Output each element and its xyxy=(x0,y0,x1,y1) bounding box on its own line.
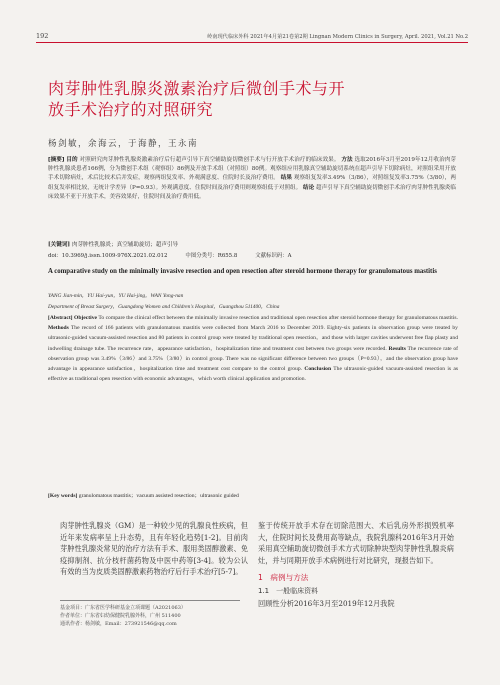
results-cn-label: 结果 xyxy=(280,175,292,182)
corresponding-author-note: 通讯作者：杨剑敏，Email：273921546@qq.com xyxy=(60,621,177,627)
body-column-left xyxy=(60,520,248,578)
methods-cn-label: 方法 xyxy=(341,157,353,163)
running-header xyxy=(36,26,468,43)
footnote xyxy=(60,600,240,628)
keywords-en-text: granulomatous mastitis；vacuum assisted resection；ultrasonic guided xyxy=(78,493,239,499)
journal-info: 岭南现代临床外科 2021年4月第21卷第2期 Lingnan Modern Clinics in Surgery, April. 2021, Vol.21 No.2 xyxy=(207,34,468,40)
subsection-text-1-1: 回顾性分析2016年3月至2019年12月我院 xyxy=(258,598,395,608)
methods-cn-text: 选取2016年3月至2019年12月收治肉芽肿性乳腺炎患者166例，分为微创手术组（观察组）86例及开放手术组（对照组）80例。观察组应用乳腺真空辅助旋切系统在超声引导下切除病灶，对照组采用开放手术切除病灶，术后比较术后并发症，观察两组复发率、外观满意度、住院时长及治疗费用。 xyxy=(48,157,456,182)
objective-en-text: To compare the clinical effect between the minimally invasive resection and traditional open resection after steroid hormone therapy for granulomatous mastitis. xyxy=(98,315,458,321)
doi-line xyxy=(48,251,456,259)
article-title-en: A comparative study on the minimally invasive resection and open resection after steroid hormone therapy for granulomatous mastitis xyxy=(48,268,437,275)
conclusion-en-label: Conclusion xyxy=(304,366,332,373)
article-title-cn xyxy=(48,78,468,120)
conclusion-cn-text: 超声引导下真空辅助旋切微创手术治疗肉芽肿性乳腺炎临床效果不亚于开放手术，美容效果好，住院时间及治疗费用低。 xyxy=(48,184,457,200)
department-en: Department of Breast Surgery，Guangdong Women and Children's Hospital，Guangzhou 511400，China xyxy=(48,304,280,310)
author-unit-note: 作者单位：广东省妇幼保健院乳腺外科，广州 511400 xyxy=(60,613,181,619)
body-column-right xyxy=(258,520,454,609)
methods-en-text: The record of 166 patients with granulomatous mastitis were collected from March 2016 to December 2019. Eighty-six patients in observation group were treated by ultrasonic-guided vacuum-assisted resection and 80 patients in control group were treated by traditional open resection，and those with larger cavities underwent free flap plasty and indwelling drainage tube. The recurrence rate，appearance satisfaction，hospitalization time and treatment cost between two groups were recorded. xyxy=(48,325,458,352)
objective-cn-label: 目的 xyxy=(66,157,78,163)
authors-cn: 杨剑敏，余海云，于海静，王永南 xyxy=(48,139,199,149)
results-en-text: The recurrence rate of observation group was 3.49%（3/86）and 3.75%（3/80）in control group. There was no significant difference between two groups（P=0.93），and the observation group have advantage in appearance satisfaction，hospitalization time and treatment cost compare to the control group. xyxy=(48,345,458,373)
methods-en-label: Methods xyxy=(48,325,69,332)
objective-en-label: Objective xyxy=(73,315,97,321)
fund-note: 基金项目：广东省医学科研基金立项课题（A2021063） xyxy=(60,605,186,611)
keywords-cn-label: [关键词] xyxy=(48,242,71,248)
conclusion-en-text: The ultrasonic-guided vacuum-assisted resection is as effective as traditional open resection with economic advantages，which worth clinical application and promotion. xyxy=(48,366,458,383)
intro-paragraph: 肉芽肿性乳腺炎（GM）是一种较少见的乳腺良性疾病，但近年来发病率呈上升态势，且有年轻化趋势[1-2]。目前肉芽肿性乳腺炎常见的治疗方法有手术、服用类固醇激素、免疫抑制剂、抗分枝杆菌药物及中医中药等[3-4]。较为公认有效的当为皮质类固醇激素药物治疗后行手术治疗[5-7]。 xyxy=(60,521,248,577)
keywords-cn-text: 肉芽肿性乳腺炎；真空辅助旋切；超声引导 xyxy=(71,242,179,248)
conclusion-cn-label: 结论 xyxy=(303,184,315,191)
title-cn-line-1: 肉芽肿性乳腺炎激素治疗后微创手术与开 xyxy=(48,79,346,98)
results-cn-text: 观察组复发率3.49%（3/86），对照组复发率3.75%（3/80），两组复发率相比较，无统计学差异（P=0.93）。外观满意度、住院时间及治疗费用则观察组低于对照组。 xyxy=(48,175,456,191)
keywords-cn xyxy=(48,241,456,250)
objective-cn-text: 对照研究肉芽肿性乳腺炎激素治疗后行超声引导下真空辅助旋切微创手术与行开放手术治疗的临床效果。 xyxy=(79,157,340,163)
clc-number: 中图分类号：R655.8 xyxy=(185,253,238,259)
subsection-heading-1-1: 1.1 一般临床资料 xyxy=(258,586,319,595)
intro-paragraph-continued: 鉴于传统开放手术存在切除范围大、术后乳房外形损毁机率大，住院时间长及费用高等缺点，我院乳腺科2016年3月开始采用真空辅助旋切微创手术方式切除肿块型肉芽肿性乳腺炎病灶，并与同期开放手术病例进行对比研究，现报告如下。 xyxy=(258,521,454,565)
page-number: 192 xyxy=(36,32,49,40)
keywords-en-label: [Key words] xyxy=(48,493,78,499)
keywords-en xyxy=(48,491,458,499)
section-heading-1: 1 病例与方法 xyxy=(258,573,309,583)
doi[interactable]: doi：10.3969/j.issn.1009-976X.2021.02.012 xyxy=(48,253,168,259)
abstract-cn xyxy=(48,156,456,202)
results-en-label: Results xyxy=(388,345,406,352)
abstract-en xyxy=(48,313,458,384)
title-cn-line-2: 放手术治疗的对照研究 xyxy=(48,100,214,119)
authors-en: YANG Jian-min，YU Hai-yun，YU Hai-jing，WAN Yong-nan xyxy=(48,293,184,299)
abstract-en-label: [Abstract] xyxy=(48,315,73,321)
document-code: 文献标识码：A xyxy=(255,253,292,259)
abstract-cn-label: [摘要] xyxy=(48,157,65,163)
